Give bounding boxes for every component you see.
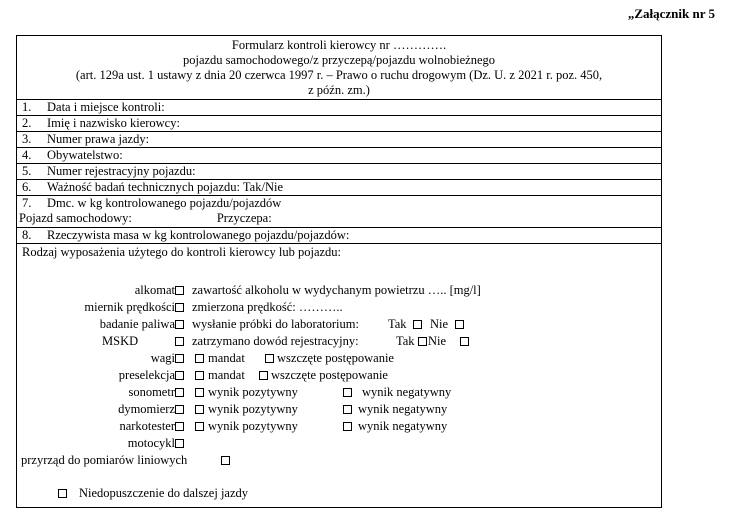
vehicle-weight-label: Pojazd samochodowy: <box>19 211 132 225</box>
narkotester-negative-label: wynik negatywny <box>358 419 448 433</box>
wagi-proceedings-label: wszczęte postępowanie <box>277 351 394 365</box>
equipment-sonometr <box>17 385 663 400</box>
preselekcja-proceedings-checkbox[interactable] <box>259 371 268 380</box>
not-allowed-checkbox[interactable] <box>58 489 67 498</box>
sonometr-checkbox[interactable] <box>175 388 184 397</box>
narkotester-positive-checkbox[interactable] <box>195 422 204 431</box>
row-label: Numer prawa jazdy: <box>47 132 150 146</box>
dymomierz-checkbox[interactable] <box>175 405 184 414</box>
sonometr-negative-checkbox[interactable] <box>343 388 352 397</box>
form-legal-basis-cont: z późn. zm.) <box>308 83 370 97</box>
equipment-narkotester <box>17 419 663 434</box>
wagi-mandat-checkbox[interactable] <box>195 354 204 363</box>
mskd-result: zatrzymano dowód rejestracyjny: <box>192 334 359 348</box>
fuel-yes-label: Tak <box>388 317 407 331</box>
narkotester-checkbox[interactable] <box>175 422 184 431</box>
speed-checkbox[interactable] <box>175 303 184 312</box>
equipment-mskd <box>17 334 663 349</box>
sonometr-positive-label: wynik pozytywny <box>208 385 298 399</box>
fuel-yes-checkbox[interactable] <box>413 320 422 329</box>
mskd-yes-label: Tak <box>396 334 415 348</box>
sonometr-negative-label: wynik negatywny <box>362 385 452 399</box>
preselekcja-proceedings-label: wszczęte postępowanie <box>271 368 388 382</box>
dymomierz-positive-label: wynik pozytywny <box>208 402 298 416</box>
attachment-label: „Załącznik nr 5 <box>627 6 715 21</box>
narkotester-negative-checkbox[interactable] <box>343 422 352 431</box>
row-label: Ważność badań technicznych pojazdu: Tak/Nie <box>47 180 283 194</box>
equipment-speed <box>17 300 663 315</box>
row-number: 6. <box>22 180 32 194</box>
row-citizenship[interactable] <box>17 148 661 164</box>
narkotester-positive-label: wynik pozytywny <box>208 419 298 433</box>
row-number: 8. <box>22 228 32 242</box>
preselekcja-mandat-checkbox[interactable] <box>195 371 204 380</box>
form-subtitle: pojazdu samochodowego/z przyczepą/pojazdu wolnobieżnego <box>182 53 496 67</box>
equipment-label: miernik prędkości <box>84 300 175 314</box>
not-allowed-row <box>17 486 663 501</box>
not-allowed-label: Niedopuszczenie do dalszej jazdy <box>79 486 249 500</box>
wagi-checkbox[interactable] <box>175 354 184 363</box>
control-form <box>16 35 662 508</box>
row-label: Imię i nazwisko kierowcy: <box>47 116 180 130</box>
equipment-label: sonometr <box>128 385 175 399</box>
equipment-wagi <box>17 351 663 366</box>
equipment-label: wagi <box>150 351 175 365</box>
sonometr-positive-checkbox[interactable] <box>195 388 204 397</box>
row-number: 2. <box>22 116 32 130</box>
row-label: Data i miejsce kontroli: <box>47 100 165 114</box>
row-registration-number[interactable] <box>17 164 661 180</box>
trailer-weight-label: Przyczepa: <box>216 211 272 225</box>
preselekcja-mandat-label: mandat <box>208 368 245 382</box>
dymomierz-positive-checkbox[interactable] <box>195 405 204 414</box>
row-label: Numer rejestracyjny pojazdu: <box>47 164 196 178</box>
equipment-label: MSKD <box>102 334 139 348</box>
dymomierz-negative-checkbox[interactable] <box>343 405 352 414</box>
dymomierz-negative-label: wynik negatywny <box>358 402 448 416</box>
equipment-label: badanie paliwa <box>99 317 175 331</box>
row-gross-weight[interactable] <box>17 196 661 228</box>
wagi-mandat-label: mandat <box>208 351 245 365</box>
row-number: 5. <box>22 164 32 178</box>
row-license-number[interactable] <box>17 132 661 148</box>
alkomat-result: zawartość alkoholu w wydychanym powietrzu ….. [mg/l] <box>192 283 481 297</box>
fuel-checkbox[interactable] <box>175 320 184 329</box>
equipment-label: narkotester <box>119 419 175 433</box>
fuel-result: wysłanie próbki do laboratorium: <box>192 317 359 331</box>
row-number: 4. <box>22 148 32 162</box>
mskd-no-checkbox[interactable] <box>460 337 469 346</box>
linear-checkbox[interactable] <box>221 456 230 465</box>
row-driver-name[interactable] <box>17 116 661 132</box>
equipment-alkomat <box>17 283 663 298</box>
equipment-label: preselekcja <box>118 368 175 382</box>
row-control-date-place[interactable] <box>17 100 661 116</box>
equipment-label: alkomat <box>134 283 175 297</box>
row-number: 3. <box>22 132 32 146</box>
row-label: Obywatelstwo: <box>47 148 123 162</box>
row-label: Rzeczywista masa w kg kontrolowanego pojazdu/pojazdów: <box>47 228 350 242</box>
equipment-linear <box>17 453 663 468</box>
mskd-yes-checkbox[interactable] <box>418 337 427 346</box>
equipment-dymomierz <box>17 402 663 417</box>
fuel-no-checkbox[interactable] <box>455 320 464 329</box>
equipment-label: przyrząd do pomiarów liniowych <box>21 453 188 467</box>
form-title: Formularz kontroli kierowcy nr …………. <box>231 38 447 52</box>
form-legal-basis: (art. 129a ust. 1 ustawy z dnia 20 czerwca 1997 r. – Prawo o ruchu drogowym (Dz. U. z 2021 r. poz. 450, <box>75 68 603 82</box>
mskd-no-label: Nie <box>428 334 447 348</box>
equipment-motocykl <box>17 436 663 451</box>
form-header <box>17 36 661 100</box>
motocykl-checkbox[interactable] <box>175 439 184 448</box>
equipment-title: Rodzaj wyposażenia użytego do kontroli kierowcy lub pojazdu: <box>22 245 342 259</box>
equipment-preselekcja <box>17 368 663 383</box>
wagi-proceedings-checkbox[interactable] <box>265 354 274 363</box>
fuel-no-label: Nie <box>430 317 449 331</box>
preselekcja-checkbox[interactable] <box>175 371 184 380</box>
row-label: Dmc. w kg kontrolowanego pojazdu/pojazdów <box>47 196 282 210</box>
equipment-label: dymomierz <box>118 402 175 416</box>
row-number: 1. <box>22 100 32 114</box>
equipment-fuel <box>17 317 663 332</box>
speed-result: zmierzona prędkość: ……….. <box>192 300 343 314</box>
mskd-checkbox[interactable] <box>175 337 184 346</box>
row-number: 7. <box>22 196 32 210</box>
row-actual-mass[interactable] <box>17 228 661 244</box>
alkomat-checkbox[interactable] <box>175 286 184 295</box>
row-technical-inspection[interactable] <box>17 180 661 196</box>
equipment-label: motocykl <box>127 436 175 450</box>
